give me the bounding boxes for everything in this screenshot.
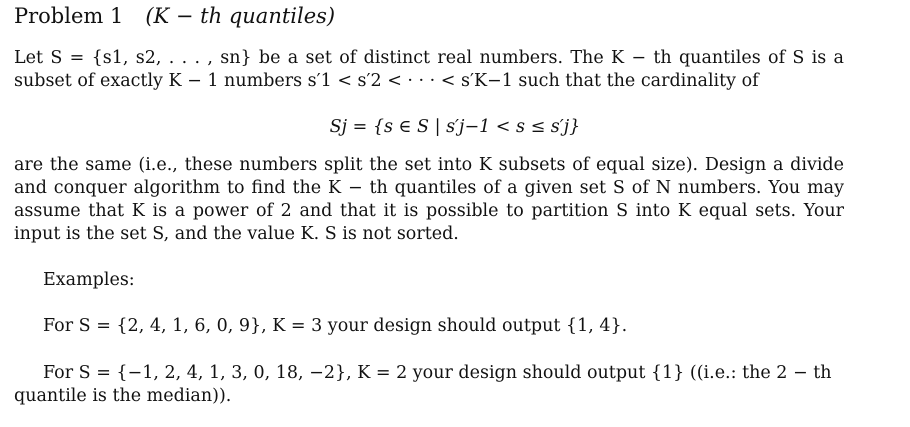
problem-label: Problem 1 [14,4,124,28]
example-item-2: For S = {−1, 2, 4, 1, 3, 0, 18, −2}, K = 2 your design should output {1} ((i.e.: the 2 − th quantile is the median)). [14,363,832,406]
problem-heading [14,4,335,28]
display-equation: Sj = {s ∈ S | s′j−1 < s ≤ s′j} [329,117,581,137]
problem-subtitle: (K − th quantiles) [145,4,336,28]
examples-heading: Examples: [43,270,135,290]
problem-statement-paragraph: Let S = {s1, s2, . . . , sn} be a set of distinct real numbers. The K − th quantiles of S is a subset of exactly K − 1 numbers s′1 < s′2 < · · · < s′K−1 such that the cardinality of [14,48,844,91]
problem-description-paragraph: are the same (i.e., these numbers split the set into K subsets of equal size). Design a divide and conquer algorithm to find the K − th quantiles of a given set S of N numbers. You may assume that K is a power of 2 and that it is possible to partition S into K equal sets. Your input is the set S, and the value K. S is not sorted. [14,155,844,244]
example-item-1: For S = {2, 4, 1, 6, 0, 9}, K = 3 your design should output {1, 4}. [43,316,628,336]
